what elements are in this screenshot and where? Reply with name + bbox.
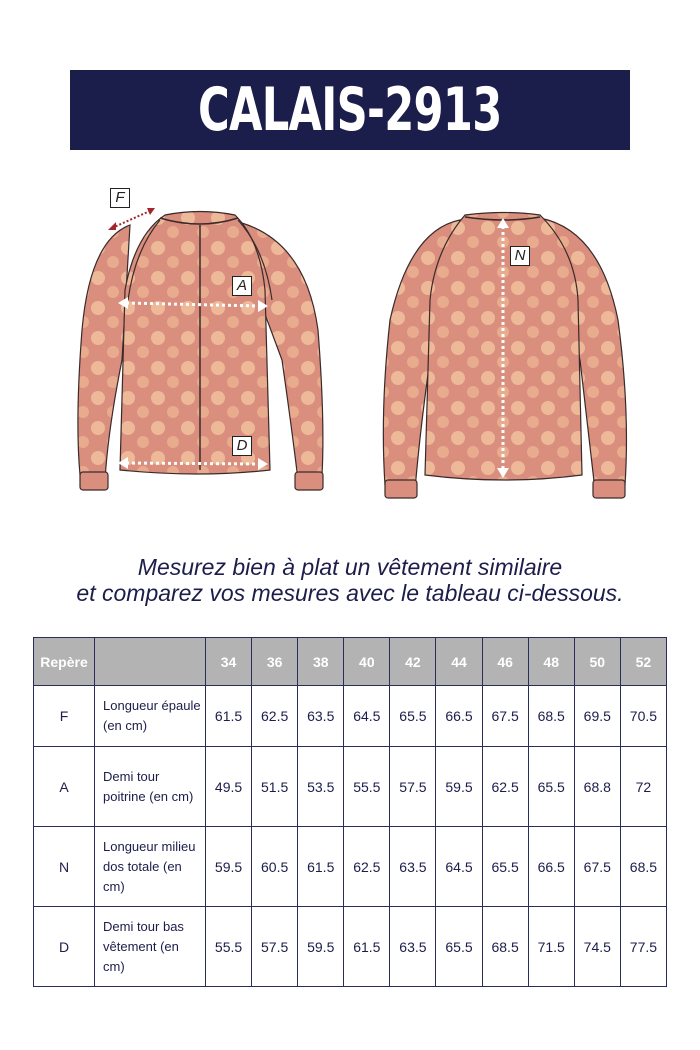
cell-value: 51.5 (252, 747, 298, 827)
cell-value: 63.5 (390, 907, 436, 987)
row-key: F (34, 686, 95, 747)
cell-value: 65.5 (528, 747, 574, 827)
cell-value: 61.5 (298, 827, 344, 907)
row-desc: Demi tour poitrine (en cm) (95, 747, 206, 827)
cell-value: 65.5 (436, 907, 482, 987)
title-banner (70, 70, 630, 150)
cell-value: 63.5 (390, 827, 436, 907)
front-view-illustration (60, 180, 340, 510)
cell-value: 57.5 (390, 747, 436, 827)
row-key: D (34, 907, 95, 987)
table-header-row (34, 638, 667, 686)
cell-value: 67.5 (574, 827, 620, 907)
size-chart-table (33, 637, 667, 987)
header-desc (95, 638, 206, 686)
cell-value: 68.5 (620, 827, 666, 907)
cell-value: 62.5 (482, 747, 528, 827)
cell-value: 62.5 (344, 827, 390, 907)
cell-value: 65.5 (390, 686, 436, 747)
label-a: A (232, 276, 252, 296)
back-view-illustration (360, 190, 650, 510)
label-d: D (232, 436, 252, 456)
label-f: F (110, 188, 130, 208)
cell-value: 57.5 (252, 907, 298, 987)
cell-value: 65.5 (482, 827, 528, 907)
header-size: 50 (574, 638, 620, 686)
cell-value: 66.5 (436, 686, 482, 747)
cell-value: 60.5 (252, 827, 298, 907)
header-repere: Repère (34, 638, 95, 686)
header-size: 42 (390, 638, 436, 686)
cell-value: 68.8 (574, 747, 620, 827)
table-row (34, 747, 667, 827)
row-desc: Longueur épaule (en cm) (95, 686, 206, 747)
header-size: 36 (252, 638, 298, 686)
cell-value: 66.5 (528, 827, 574, 907)
header-size: 40 (344, 638, 390, 686)
cell-value: 67.5 (482, 686, 528, 747)
cell-value: 59.5 (298, 907, 344, 987)
table-row (34, 686, 667, 747)
table-row (34, 827, 667, 907)
row-desc: Demi tour bas vêtement (en cm) (95, 907, 206, 987)
cell-value: 74.5 (574, 907, 620, 987)
cell-value: 53.5 (298, 747, 344, 827)
table-row (34, 907, 667, 987)
label-n: N (510, 246, 530, 266)
cell-value: 69.5 (574, 686, 620, 747)
row-desc: Longueur milieu dos totale (en cm) (95, 827, 206, 907)
header-size: 46 (482, 638, 528, 686)
header-size: 38 (298, 638, 344, 686)
cell-value: 62.5 (252, 686, 298, 747)
cell-value: 77.5 (620, 907, 666, 987)
cell-value: 55.5 (344, 747, 390, 827)
cell-value: 68.5 (528, 686, 574, 747)
cell-value: 55.5 (206, 907, 252, 987)
row-key: N (34, 827, 95, 907)
measurement-instructions (0, 554, 700, 606)
cell-value: 61.5 (206, 686, 252, 747)
cell-value: 70.5 (620, 686, 666, 747)
cell-value: 59.5 (206, 827, 252, 907)
cell-value: 59.5 (436, 747, 482, 827)
cell-value: 64.5 (344, 686, 390, 747)
row-key: A (34, 747, 95, 827)
header-size: 52 (620, 638, 666, 686)
cell-value: 68.5 (482, 907, 528, 987)
cell-value: 72 (620, 747, 666, 827)
cell-value: 64.5 (436, 827, 482, 907)
instructions-line-1: Mesurez bien à plat un vêtement similaire (137, 554, 563, 580)
cell-value: 71.5 (528, 907, 574, 987)
instructions-line-2: et comparez vos mesures avec le tableau ci-dessous. (76, 580, 624, 606)
cell-value: 49.5 (206, 747, 252, 827)
cell-value: 63.5 (298, 686, 344, 747)
header-size: 44 (436, 638, 482, 686)
product-title: CALAIS-2913 (198, 75, 502, 145)
cell-value: 61.5 (344, 907, 390, 987)
header-size: 48 (528, 638, 574, 686)
header-size: 34 (206, 638, 252, 686)
